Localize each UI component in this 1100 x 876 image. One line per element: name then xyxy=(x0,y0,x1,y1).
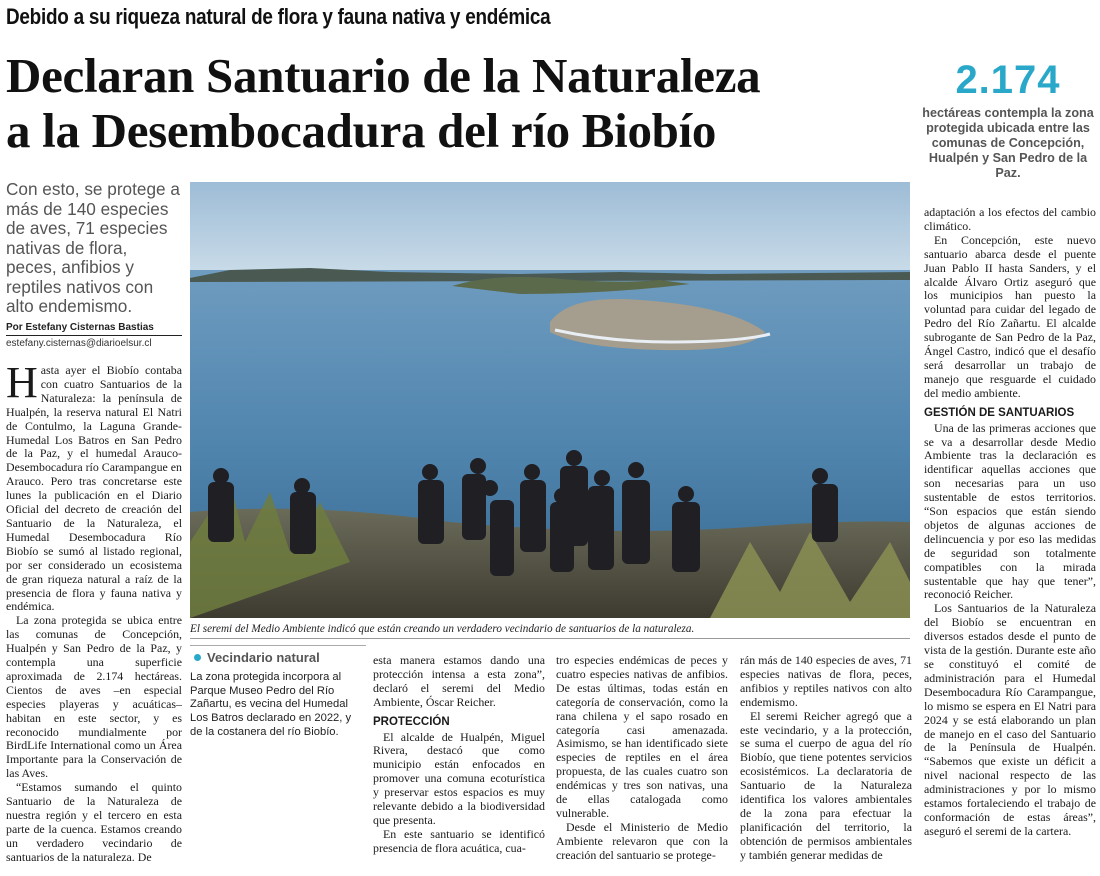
article-column-4 xyxy=(556,654,728,863)
article-paragraph: Los Santuarios de la Naturaleza del Biobío se encuentran en diversos estados desde el punto de vista de la gestión. Durante este año se constituyó el comité de administración para el Humedal Desembocadura Río Carampangue, lo mismo se espera en El Natri para 2024 y se está elaborando un plan de manejo en el caso del Santuario de la Península de Hualpén. “Sabemos que existe un déficit a nivel nacional respecto de las administraciones y por lo mismo estamos fortaleciendo el trabajo de conformación de estas áreas”, aseguró el seremi de la cartera. xyxy=(924,601,1096,838)
sidebar-title: Vecindario natural xyxy=(190,645,366,665)
section-heading: GESTIÓN DE SANTUARIOS xyxy=(924,406,1075,419)
author-email[interactable]: estefany.cisternas@diarioelsur.cl xyxy=(6,338,152,349)
article-paragraph: El seremi Reicher agregó que a este vecindario, y a la protección, se suma el cuerpo de agua del río Biobío, que tiene potentes servicios ecosistémicos. La declaratoria de Santuario de la Naturaleza identifica los valores ambientales de la zona para efectuar la planificación del territorio, la obtención de permisos ambientales y también generar medidas de xyxy=(740,708,912,862)
section-heading: PROTECCIÓN xyxy=(373,715,450,728)
article-paragraph: En este santuario se identificó presencia de flora acuática, cua- xyxy=(373,826,545,855)
lede: Con esto, se protege a más de 140 especies de aves, 71 especies nativas de flora, peces, anfibios y reptiles nativos con alto endemismo. xyxy=(6,179,180,316)
article-paragraph: En Concepción, este nuevo santuario abarca desde el puente Juan Pablo II hasta Sanders, y el alcalde Álvaro Ortiz aseguró que los municipios han puesto la voluntad para cuidar del legado de Pedro del Río Zañartu. El alcalde subrogante de San Pedro de la Paz, Ángel Castro, indicó que el desafío será desarrollar un trabajo de manejo que resguarde el cuidado del medio ambiente. xyxy=(924,232,1096,400)
article-paragraph: Una de las primeras acciones que se va a desarrollar desde Medio Ambiente tras la declaración es identificar aquellas acciones que son necesarias para un uso sustentable de estos territorios. “Son espacios que están siendo objetos de algunas acciones de delincuencia y por eso las medidas de seguridad son totalmente compatibles con la mirada sustentable que hay que tener”, reconoció Reicher. xyxy=(924,420,1096,602)
article-paragraph: La zona protegida se ubica entre las comunas de Concepción, Hualpén y San Pedro de la Paz, y contempla una superficie aproximada de 2.174 hectáreas. Cientos de aves –en especial especies playeras y acuáticas– habitan en este sector, y es reconocido mundialmente por BirdLife International como un Área Importante para la Conservación de las Aves. xyxy=(6,613,182,781)
photo-caption: El seremi del Medio Ambiente indicó que están creando un verdadero vecindario de santuarios de la naturaleza. xyxy=(190,623,910,639)
bullet-icon xyxy=(194,654,201,661)
stat-number: 2.174 xyxy=(955,58,1061,102)
river-mouth-photo xyxy=(190,182,910,618)
kicker: Debido a su riqueza natural de flora y fauna nativa y endémica xyxy=(6,4,551,29)
article-column-6 xyxy=(924,206,1096,839)
stat-box xyxy=(918,58,1098,181)
byline: Por Estefany Cisternas Bastias xyxy=(6,322,182,336)
article-column-5 xyxy=(740,654,912,863)
drop-cap: H xyxy=(6,358,38,407)
article-paragraph: adaptación a los efectos del cambio climático. xyxy=(924,205,1096,233)
article-paragraph: rán más de 140 especies de aves, 71 especies nativas de flora, peces, anfibios y reptiles nativos con alto endemismo. xyxy=(740,653,912,709)
article-paragraph: Desde el Ministerio de Medio Ambiente relevaron que con la creación del santuario se protege- xyxy=(556,819,728,862)
article-paragraph: esta manera estamos dando una protección intensa a esta zona”, declaró el seremi del Medio Ambiente, Óscar Reicher. xyxy=(373,653,545,709)
stat-text: hectáreas contempla la zona protegida ubicada entre las comunas de Concepción, Hualpén y San Pedro de la Paz. xyxy=(922,106,1094,180)
article-column-1 xyxy=(6,358,182,865)
article-paragraph: Hasta ayer el Biobío contaba con cuatro Santuarios de la Naturaleza: la península de Hualpén, la reserva natural El Natri de Contulmo, la Laguna Grande-Humedal Los Batros en San Pedro de la Paz, y el humedal Arauco-Desembocadura río Carampangue en Arauco. Pero tras concretarse este lunes la publicación en el Diario Oficial del decreto de creación del Santuario de la Naturaleza, el Humedal Desembocadura Río Biobío se sumó al listado regional, por ser considerado un ecosistema de gran riqueza natural a raíz de la presencia de flora y fauna nativa y endémica. xyxy=(6,358,182,614)
headline xyxy=(6,48,886,158)
sidebar-body: La zona protegida incorpora al Parque Museo Pedro del Río Zañartu, es vecina del Humedal Los Batros declarado en 2022, y de la costanera del río Biobío. xyxy=(190,671,352,738)
article-paragraph: El alcalde de Hualpén, Miguel Rivera, destacó que como municipio están enfocados en promover una comuna ecoturística y preservar estos espacios es muy relevante debido a la biodiversidad que presenta. xyxy=(373,729,545,827)
article-photo xyxy=(190,182,910,618)
article-paragraph: tro especies endémicas de peces y cuatro especies nativas de anfibios. De estas últimas, todas están en categoría de conservación, como la rana chilena y el sapo rosado en categoría casi amenazada. Asimismo, se han identificado siete especies de reptiles en el área propuesta, de las cuales cuatro son endémicas y tres son nativas, una de ellas catalogada como vulnerable. xyxy=(556,653,728,820)
article-column-3 xyxy=(373,654,545,856)
headline-line-1: Declaran Santuario de la Naturaleza xyxy=(6,48,761,103)
article-paragraph: “Estamos sumando el quinto Santuario de la Naturaleza de nuestra región y el tercero en esta parte de la cuenca. Estamos creando un verdadero vecindario de santuarios de la naturaleza. De xyxy=(6,780,182,864)
sidebar-box xyxy=(190,645,366,740)
headline-line-2: a la Desembocadura del río Biobío xyxy=(6,103,717,158)
